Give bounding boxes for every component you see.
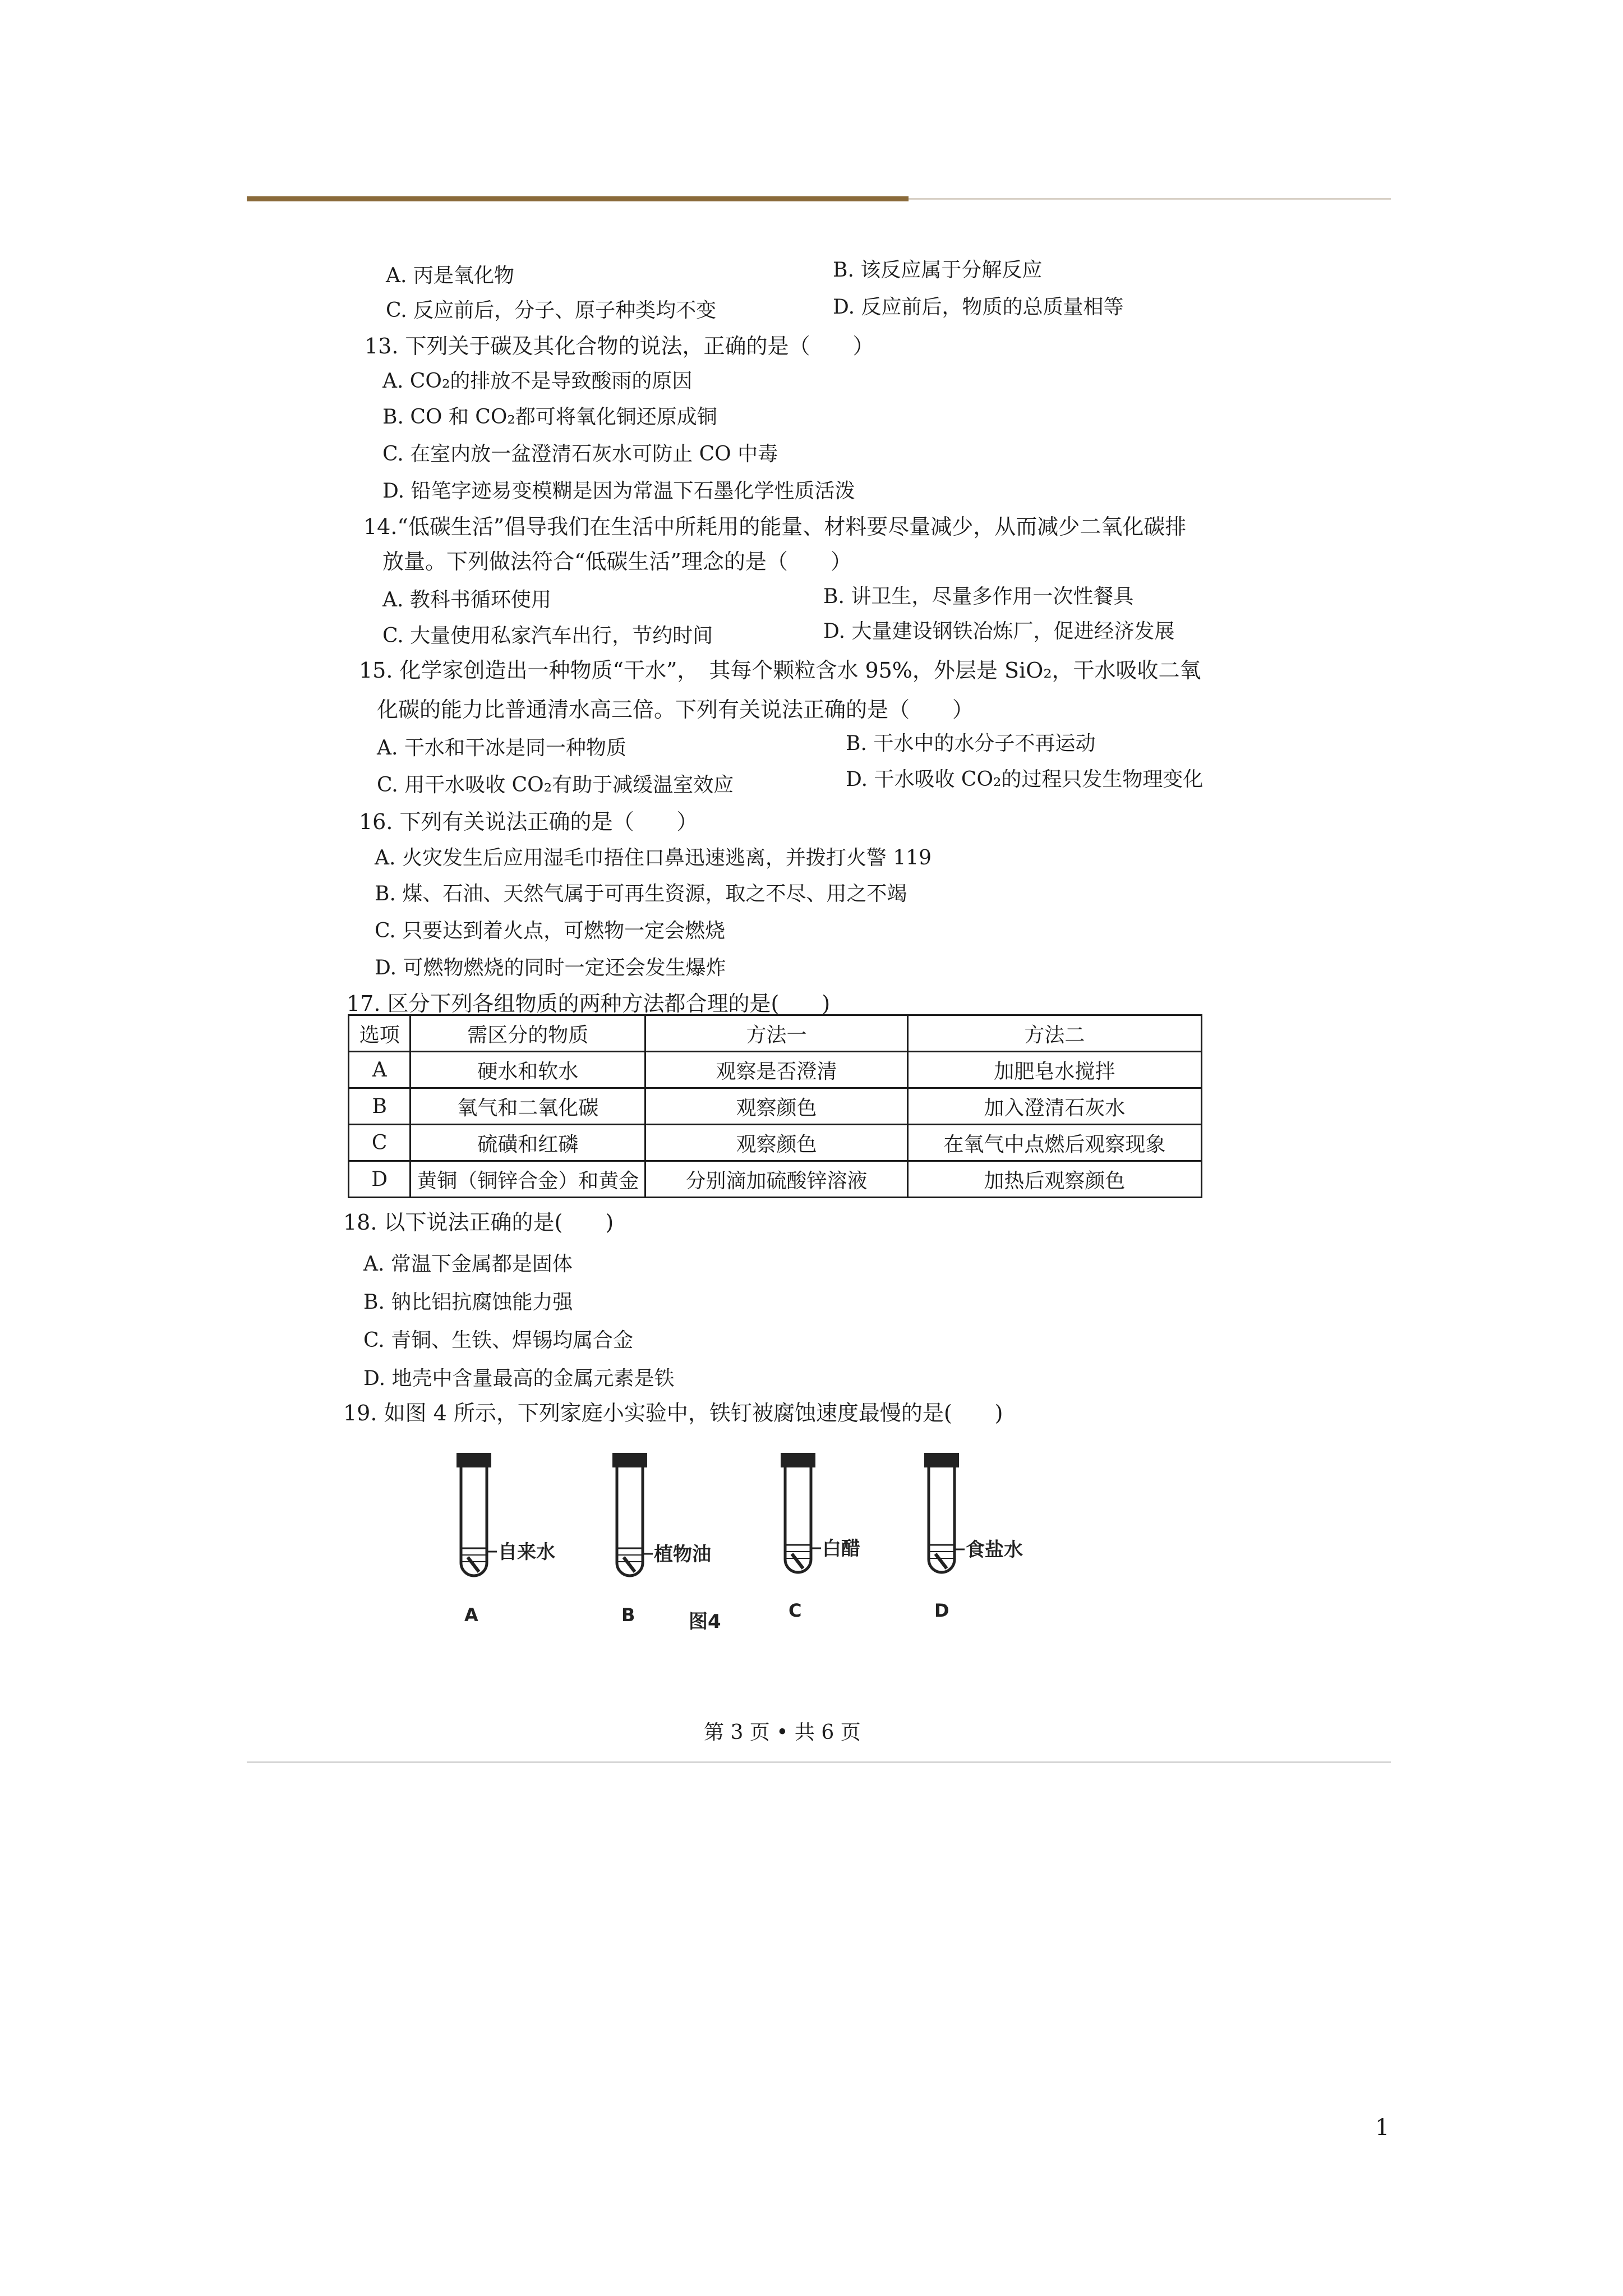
q18-option-c: C. 青铜、生铁、焊锡均属合金 [363,1329,634,1352]
test-tube-a [457,1453,497,1576]
q15-option-d: D. 干水吸收 CO₂的过程只发生物理变化 [846,768,1204,791]
table-header-cell: 需区分的物质 [411,1015,645,1052]
table-row [349,1161,1202,1198]
q14-option-d: D. 大量建设钢铁冶炼厂，促进经济发展 [823,620,1175,643]
page-footer: 第 3 页 • 共 6 页 [704,1721,861,1744]
table-header-cell: 选项 [349,1015,411,1052]
q16-option-a: A. 火灾发生后应用湿毛巾捂住口鼻迅速逃离，并拨打火警 119 [375,846,932,869]
table-cell: A [349,1052,411,1088]
bottom-rule [247,1761,1391,1763]
q14-option-b: B. 讲卫生，尽量多作用一次性餐具 [823,585,1134,608]
test-tube-c [781,1453,821,1572]
q15-option-c: C. 用干水吸收 CO₂有助于减缓温室效应 [377,774,734,797]
q13-option-d: D. 铅笔字迹易变模糊是因为常温下石墨化学性质活泼 [382,480,855,503]
tube-b-liquid-label: 植物油 [654,1543,711,1566]
q12-option-b: B. 该反应属于分解反应 [833,259,1043,282]
q16-stem: 16. 下列有关说法正确的是（ ） [359,809,698,834]
q13-option-b: B. CO 和 CO₂都可将氧化铜还原成铜 [382,406,717,429]
table-cell: 加热后观察颜色 [907,1161,1201,1198]
figure-caption: 图4 [689,1611,721,1633]
q18-stem: 18. 以下说法正确的是( ) [343,1210,614,1235]
test-tube-d [924,1453,965,1572]
table-cell: 观察是否澄清 [645,1052,908,1088]
q13-option-c: C. 在室内放一盆澄清石灰水可防止 CO 中毒 [382,443,778,466]
tube-a-liquid-label: 自来水 [498,1541,555,1563]
q14-option-c: C. 大量使用私家汽车出行，节约时间 [382,624,713,647]
test-tube-b [612,1453,653,1576]
table-cell: C [349,1125,411,1161]
table-row [349,1052,1202,1088]
table-header-cell: 方法一 [645,1015,908,1052]
tube-b-letter: B [621,1604,635,1626]
table-cell: 加肥皂水搅拌 [907,1052,1201,1088]
table-cell: 氧气和二氧化碳 [411,1088,645,1125]
q18-option-d: D. 地壳中含量最高的金属元素是铁 [363,1367,675,1390]
table-cell: 硬水和软水 [411,1052,645,1088]
q18-option-b: B. 钠比铝抗腐蚀能力强 [363,1291,573,1314]
table-cell: 分别滴加硫酸锌溶液 [645,1161,908,1198]
q15-option-a: A. 干水和干冰是同一种物质 [377,737,626,760]
top-rule-faint [909,198,1391,200]
q15-stem-line1: 15. 化学家创造出一种物质“干水”， 其每个颗粒含水 95%，外层是 SiO₂，干水吸收二氧 [359,658,1201,683]
q14-stem-line2: 放量。下列做法符合“低碳生活”理念的是（ ） [382,549,852,574]
q12-option-c: C. 反应前后，分子、原子种类均不变 [386,299,717,322]
q12-option-a: A. 丙是氧化物 [386,264,514,287]
table-row [349,1125,1202,1161]
q14-option-a: A. 教科书循环使用 [382,588,551,611]
table-cell: 加入澄清石灰水 [907,1088,1201,1125]
table-cell: 观察颜色 [645,1125,908,1161]
q16-option-d: D. 可燃物燃烧的同时一定还会发生爆炸 [375,956,726,979]
page-corner-number: 1 [1375,2115,1390,2141]
top-rule [247,196,909,201]
q17-stem: 17. 区分下列各组物质的两种方法都合理的是( ) [347,991,831,1016]
tube-d-letter: D [934,1600,949,1621]
table-cell: 黄铜（铜锌合金）和黄金 [411,1161,645,1198]
table-header-row [349,1015,1202,1052]
q15-option-b: B. 干水中的水分子不再运动 [846,732,1096,755]
table-row [349,1088,1202,1125]
q15-stem-line2: 化碳的能力比普通清水高三倍。下列有关说法正确的是（ ） [377,697,974,722]
q13-option-a: A. CO₂的排放不是导致酸雨的原因 [382,370,693,393]
q13-stem: 13. 下列关于碳及其化合物的说法，正确的是（ ） [365,334,874,358]
table-cell: 在氧气中点燃后观察现象 [907,1125,1201,1161]
table-cell: D [349,1161,411,1198]
table-cell: B [349,1088,411,1125]
q19-stem: 19. 如图 4 所示，下列家庭小实验中，铁钉被腐蚀速度最慢的是( ) [343,1401,1003,1425]
q17-table [348,1014,1202,1198]
tube-c-liquid-label: 白醋 [822,1538,860,1560]
figure-4-test-tubes [437,1453,1110,1638]
table-cell: 硫磺和红磷 [411,1125,645,1161]
q18-option-a: A. 常温下金属都是固体 [363,1253,573,1276]
table-cell: 观察颜色 [645,1088,908,1125]
tube-c-letter: C [789,1600,802,1621]
q12-option-d: D. 反应前后，物质的总质量相等 [833,296,1124,319]
table-header-cell: 方法二 [907,1015,1201,1052]
tube-a-letter: A [464,1604,478,1626]
q14-stem-line1: 14.“低碳生活”倡导我们在生活中所耗用的能量、材料要尽量减少，从而减少二氧化碳排 [363,514,1187,539]
q16-option-c: C. 只要达到着火点，可燃物一定会燃烧 [375,919,726,942]
tube-d-liquid-label: 食盐水 [966,1539,1023,1561]
q16-option-b: B. 煤、石油、天然气属于可再生资源，取之不尽、用之不竭 [375,882,907,905]
